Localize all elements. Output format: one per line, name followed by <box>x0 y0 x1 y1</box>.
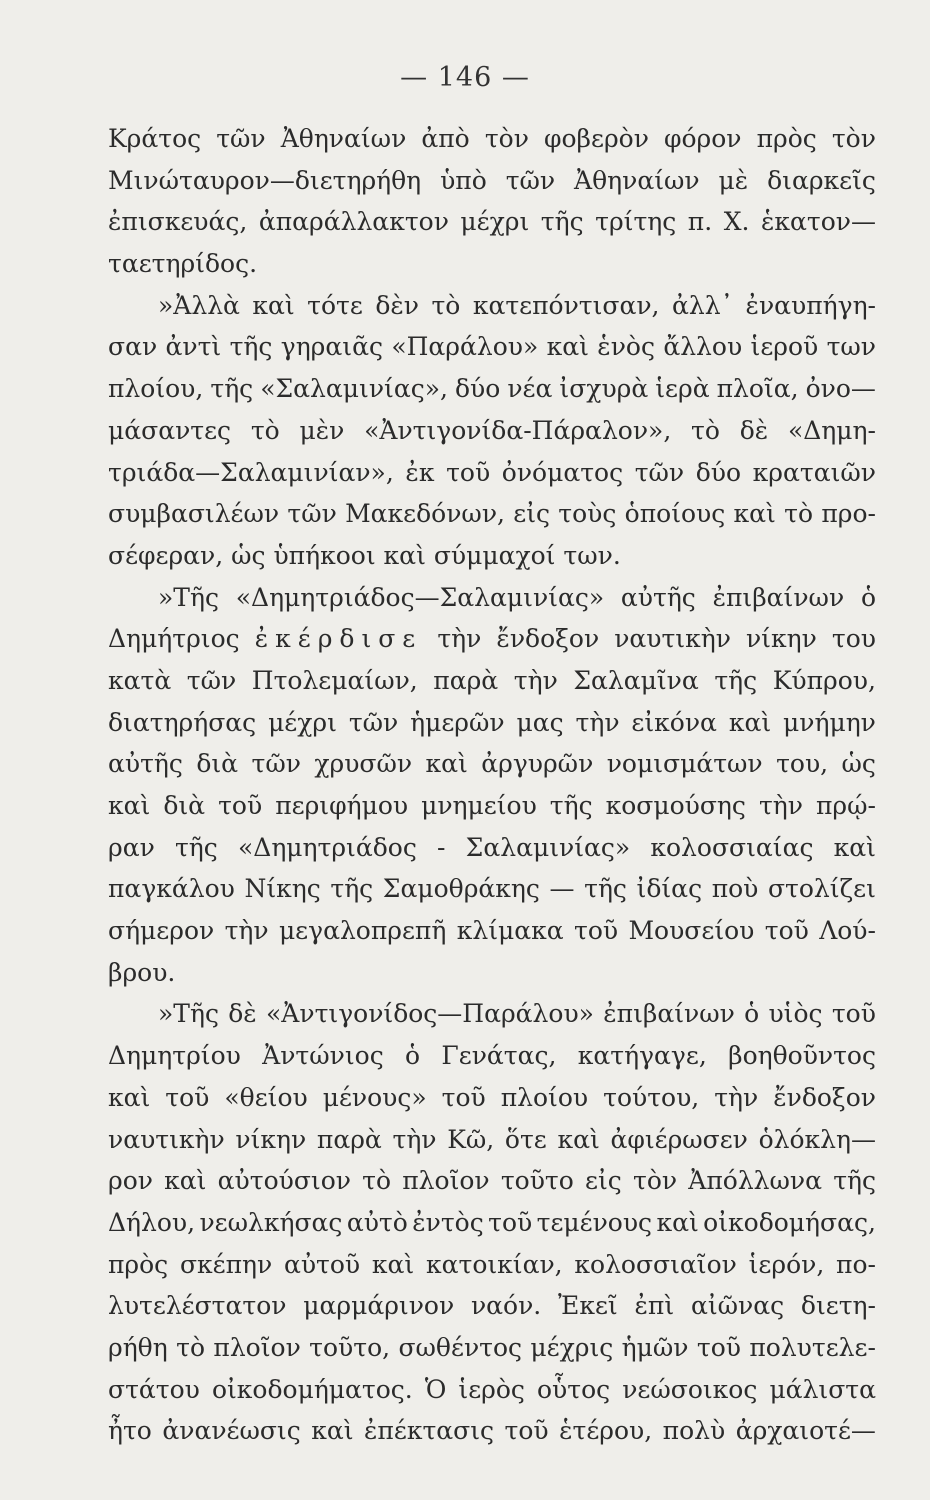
text-line: συμβασιλέων τῶν Μακεδόνων, εἰς τοὺς ὁποίους καὶ τὸ προ- <box>108 499 876 529</box>
page-number: — 146 — <box>400 62 530 93</box>
text-line: βρου. <box>108 957 176 987</box>
text-line: καὶ διὰ τοῦ περιφήμου μνημείου τῆς κοσμούσης τὴν πρῴ- <box>108 791 876 820</box>
text-line: Δήλου, νεωλκήσας αὐτὸ ἐντὸς τοῦ τεμένους καὶ οἰκοδομήσας, <box>108 1207 876 1237</box>
text-line: ραν τῆς «Δημητριάδος - Σαλαμινίας» κολοσσιαίας καὶ <box>108 832 876 862</box>
text-line: Δημητρίου Ἀντώνιος ὁ Γενάτας, κατήγαγε, βοηθοῦντος <box>108 1041 876 1071</box>
text-line: ναυτικὴν νίκην παρὰ τὴν Κῶ, ὅτε καὶ ἀφιέρωσεν ὁλόκλη— <box>108 1124 876 1154</box>
text-line: κατὰ τῶν Πτολεμαίων, παρὰ τὴν Σαλαμῖνα τῆς Κύπρου, <box>108 665 876 695</box>
text-line: πλοίου, τῆς «Σαλαμινίας», δύο νέα ἰσχυρὰ ἱερὰ πλοῖα, ὀνο— <box>108 374 876 404</box>
text-line: λυτελέστατον μαρμάρινον ναόν. Ἐκεῖ ἐπὶ αἰῶνας διετη- <box>108 1291 876 1321</box>
text-line: διατηρήσας μέχρι τῶν ἡμερῶν μας τὴν εἰκόνα καὶ μνήμην <box>108 707 876 737</box>
text-line: »Ἀλλὰ καὶ τότε δὲν τὸ κατεπόντισαν, ἀλλ᾽ ἐναυπήγη- <box>158 290 876 320</box>
text-line: σήμερον τὴν μεγαλοπρεπῆ κλίμακα τοῦ Μουσείου τοῦ Λού- <box>108 916 876 946</box>
text-line: ἦτο ἀνανέωσις καὶ ἐπέκτασις τοῦ ἑτέρου, πολὺ ἀρχαιοτέ— <box>108 1416 876 1446</box>
text-line: στάτου οἰκοδομήματος. Ὁ ἱερὸς οὗτος νεώσοικος μάλιστα <box>108 1374 876 1404</box>
text-line: μάσαντες τὸ μὲν «Ἀντιγονίδα-Πάραλον», τὸ δὲ «Δημη- <box>108 415 876 445</box>
body-text <box>108 118 876 1452</box>
text-line: καὶ τοῦ «θείου μένους» τοῦ πλοίου τούτου, τὴν ἔνδοξον <box>108 1082 876 1112</box>
text-line: σαν ἀντὶ τῆς γηραιᾶς «Παράλου» καὶ ἑνὸς ἄλλου ἱεροῦ των <box>108 332 876 362</box>
text-line: Κράτος τῶν Ἀθηναίων ἀπὸ τὸν φοβερὸν φόρον πρὸς τὸν <box>108 124 876 153</box>
text-line: »Τῆς δὲ «Ἀντιγονίδος—Παράλου» ἐπιβαίνων ὁ υἱὸς τοῦ <box>158 999 876 1029</box>
text-line: παγκάλου Νίκης τῆς Σαμοθράκης — τῆς ἰδίας ποὺ στολίζει <box>108 874 876 904</box>
text-line: αὐτῆς διὰ τῶν χρυσῶν καὶ ἀργυρῶν νομισμάτων του, ὡς <box>108 749 876 779</box>
text-line: Μινώταυρον—διετηρήθη ὑπὸ τῶν Ἀθηναίων μὲ διαρκεῖς <box>108 165 876 195</box>
text-line: σέφεραν, ὡς ὑπήκοοι καὶ σύμμαχοί των. <box>108 540 621 570</box>
text-line: ἐπισκευάς, ἀπαράλλακτον μέχρι τῆς τρίτης π. Χ. ἑκατον— <box>108 207 876 237</box>
text-line: ρον καὶ αὐτούσιον τὸ πλοῖον τοῦτο εἰς τὸν Ἀπόλλωνα τῆς <box>108 1166 876 1196</box>
text-line: ρήθη τὸ πλοῖον τοῦτο, σωθέντος μέχρις ἡμῶν τοῦ πολυτελε- <box>108 1332 876 1362</box>
text-line: ταετηρίδος. <box>108 249 258 279</box>
text-line: πρὸς σκέπην αὐτοῦ καὶ κατοικίαν, κολοσσιαῖον ἱερόν, πο- <box>108 1249 876 1279</box>
text-line: Δημήτριος ἐκέρδισε τὴν ἔνδοξον ναυτικὴν νίκην του <box>108 624 876 654</box>
text-line: τριάδα—Σαλαμινίαν», ἐκ τοῦ ὀνόματος τῶν δύο κραταιῶν <box>108 457 876 487</box>
text-line: »Τῆς «Δημητριάδος—Σαλαμινίας» αὐτῆς ἐπιβαίνων ὁ <box>158 582 876 612</box>
